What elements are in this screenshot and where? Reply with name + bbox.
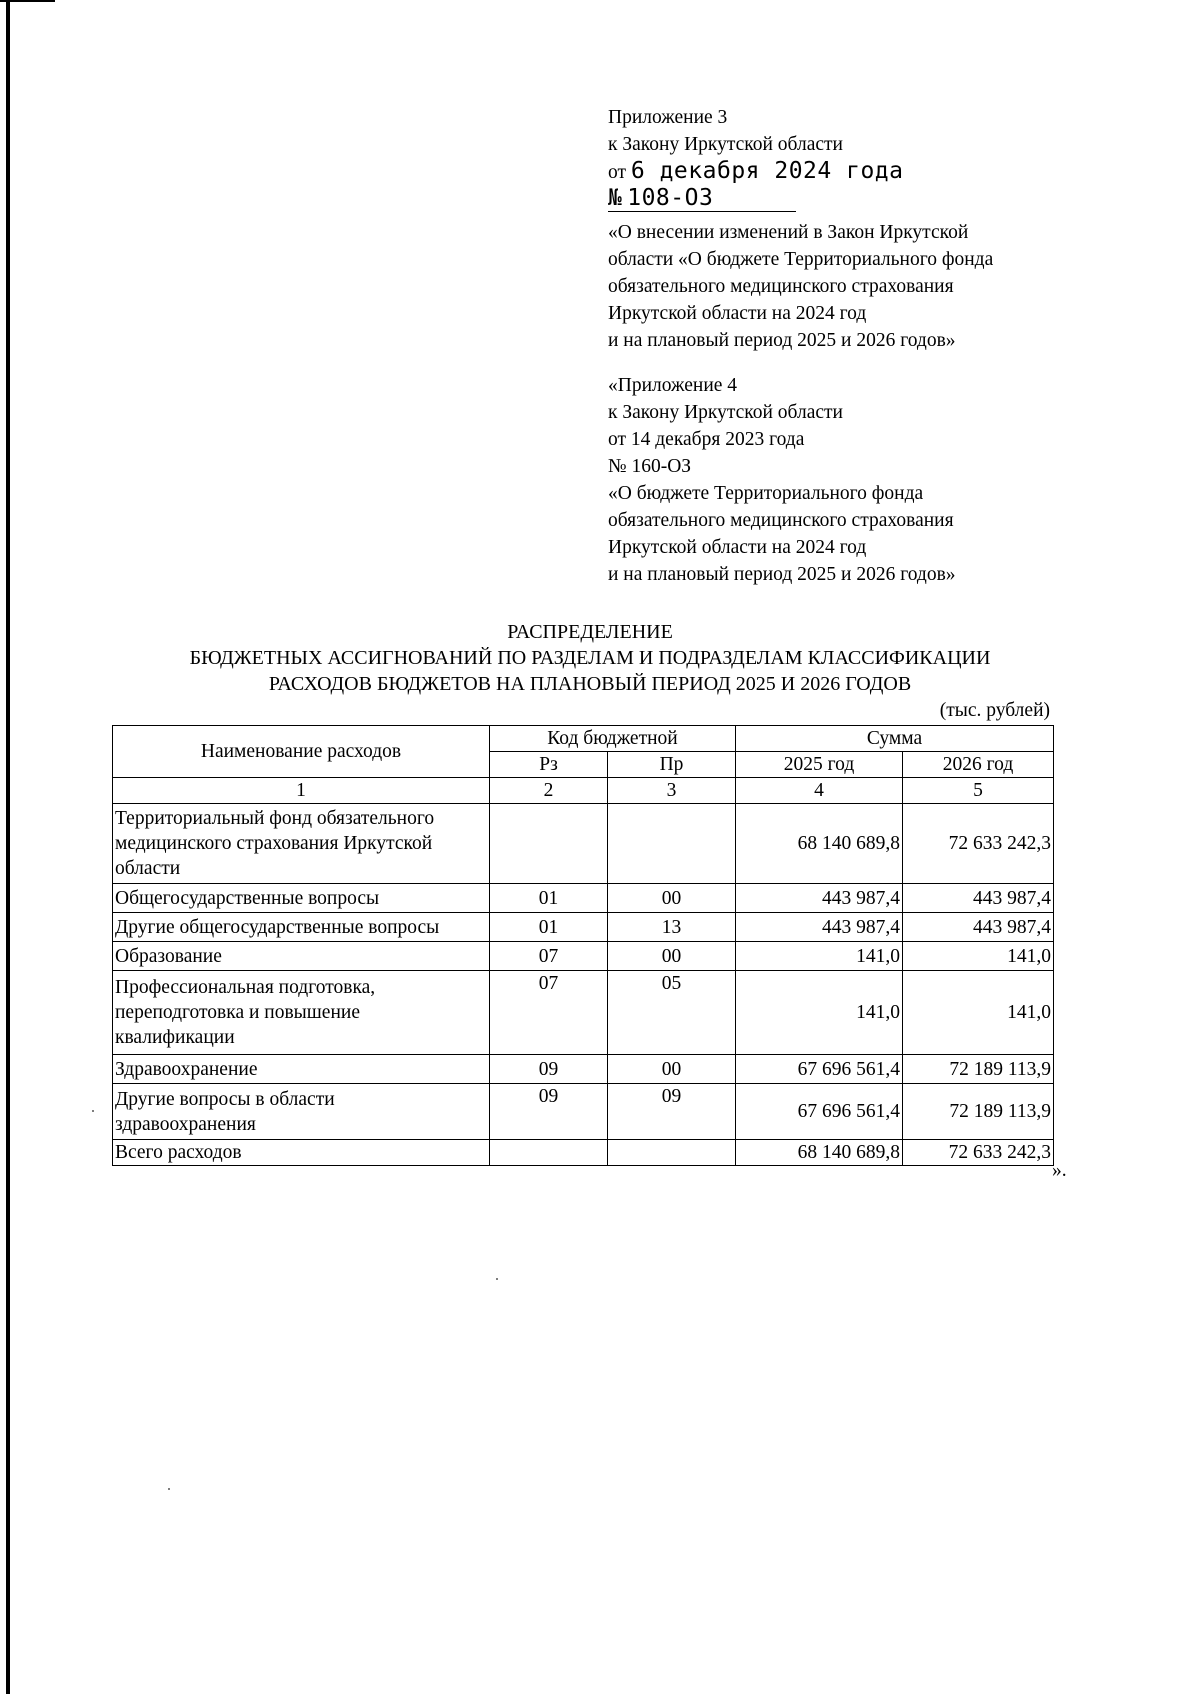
title-line2: БЮДЖЕТНЫХ АССИГНОВАНИЙ ПО РАЗДЕЛАМ И ПОДРАЗДЕЛАМ КЛАССИФИКАЦИИ (189, 647, 991, 669)
title-line3: РАСХОДОВ БЮДЖЕТОВ НА ПЛАНОВЫЙ ПЕРИОД 2025 И 2026 ГОДОВ (268, 673, 912, 695)
scan-speck (496, 1278, 498, 1280)
row-2025: 68 140 689,8 (736, 804, 903, 884)
appendix-desc-line: области «О бюджете Территориального фонда (608, 249, 994, 270)
row-pr: 00 (608, 1055, 736, 1084)
appendix-desc-line: Иркутской области на 2024 год (608, 303, 867, 324)
row-name: Всего расходов (113, 1140, 490, 1166)
row-name-line: Профессиональная подготовка, (115, 977, 376, 998)
numbering-row (113, 778, 1054, 804)
row-2025: 67 696 561,4 (736, 1084, 903, 1140)
prev-appendix-line: и на плановый период 2025 и 2026 годов» (608, 564, 956, 585)
prev-appendix-line: от 14 декабря 2023 года (608, 429, 805, 450)
row-2025: 141,0 (736, 942, 903, 971)
row-pr (608, 804, 736, 884)
table-row (113, 804, 1054, 884)
row-name-line: здравоохранения (115, 1113, 256, 1135)
row-2025: 443 987,4 (736, 884, 903, 913)
header-pr: Пр (608, 752, 736, 778)
prev-appendix-line: обязательного медицинского страхования (608, 510, 954, 531)
row-rz: 01 (490, 884, 608, 913)
row-rz (490, 1140, 608, 1166)
scan-speck (92, 1110, 94, 1112)
row-rz: 09 (490, 1084, 608, 1140)
row-name-line: переподготовка и повышение (115, 1002, 360, 1023)
row-name-line: Другие вопросы в области (115, 1088, 335, 1110)
document-title (110, 619, 1070, 697)
row-pr: 09 (608, 1084, 736, 1140)
row-rz: 01 (490, 913, 608, 942)
row-name-line: Территориальный фонд обязательного (115, 808, 435, 829)
row-2026: 72 189 113,9 (903, 1055, 1054, 1084)
row-name: Общегосударственные вопросы (113, 884, 490, 913)
date-prefix: от (608, 162, 627, 183)
date-value: 6 декабря 2024 года (630, 158, 904, 184)
row-name: Здравоохранение (113, 1055, 490, 1084)
prev-appendix-line: № 160-ОЗ (608, 456, 692, 477)
header-rz: Рз (490, 752, 608, 778)
row-2025: 141,0 (736, 971, 903, 1055)
prev-appendix-line: «О бюджете Территориального фонда (608, 483, 924, 504)
col-number: 1 (113, 778, 490, 804)
scan-border-left (6, 0, 10, 1694)
header-sum: Сумма (736, 726, 1054, 752)
row-rz: 09 (490, 1055, 608, 1084)
header-code: Код бюджетной (490, 726, 736, 752)
row-2026: 72 633 242,3 (903, 804, 1054, 884)
header-2026: 2026 год (903, 752, 1054, 778)
header-2025: 2025 год (736, 752, 903, 778)
row-2025: 68 140 689,8 (736, 1140, 903, 1166)
col-number: 4 (736, 778, 903, 804)
row-name (113, 804, 490, 884)
row-2026: 141,0 (903, 971, 1054, 1055)
row-name (113, 971, 490, 1055)
row-rz: 07 (490, 971, 608, 1055)
row-name-line: медицинского страхования Иркутской (115, 833, 433, 854)
table-total-row (113, 1140, 1054, 1166)
row-name-line: области (115, 858, 181, 879)
prev-appendix-line: Иркутской области на 2024 год (608, 537, 867, 558)
appendix-line1: Приложение 3 (608, 107, 728, 128)
table-row (113, 1055, 1054, 1084)
prev-appendix-line: «Приложение 4 (608, 375, 738, 396)
prev-appendix-line: к Закону Иркутской области (608, 402, 843, 423)
row-name (113, 1084, 490, 1140)
row-2026: 443 987,4 (903, 913, 1054, 942)
row-name: Образование (113, 942, 490, 971)
table-row (113, 884, 1054, 913)
appendix-desc-line: обязательного медицинского страхования (608, 276, 954, 297)
table-header-row (113, 726, 1054, 752)
appendix-line2: к Закону Иркутской области (608, 134, 843, 155)
row-pr: 13 (608, 913, 736, 942)
col-number: 5 (903, 778, 1054, 804)
row-2026: 72 189 113,9 (903, 1084, 1054, 1140)
scan-speck (168, 1488, 170, 1490)
units-label: (тыс. рублей) (939, 700, 1050, 721)
number-prefix: № (608, 185, 623, 211)
row-2025: 443 987,4 (736, 913, 903, 942)
header-name: Наименование расходов (113, 726, 490, 778)
appendix-desc-line: «О внесении изменений в Закон Иркутской (608, 222, 969, 243)
col-number: 2 (490, 778, 608, 804)
row-name-line: квалификации (115, 1027, 235, 1048)
table-row (113, 942, 1054, 971)
row-pr: 00 (608, 942, 736, 971)
row-2026: 72 633 242,3 (903, 1140, 1054, 1166)
closing-quote-mark: ». (1052, 1160, 1067, 1181)
number-value: 108-ОЗ (627, 185, 714, 211)
appendix-header (608, 104, 1078, 588)
row-rz: 07 (490, 942, 608, 971)
appendix-desc-line: и на плановый период 2025 и 2026 годов» (608, 330, 956, 351)
row-2026: 443 987,4 (903, 884, 1054, 913)
budget-table (112, 725, 1054, 1166)
appendix-date (608, 158, 1078, 186)
row-name: Другие общегосударственные вопросы (113, 913, 490, 942)
row-pr: 00 (608, 884, 736, 913)
table-row (113, 913, 1054, 942)
row-2026: 141,0 (903, 942, 1054, 971)
title-line1: РАСПРЕДЕЛЕНИЕ (507, 621, 673, 643)
row-pr: 05 (608, 971, 736, 1055)
scan-border-top (0, 0, 55, 2)
table-row (113, 1084, 1054, 1140)
row-pr (608, 1140, 736, 1166)
col-number: 3 (608, 778, 736, 804)
table-row (113, 971, 1054, 1055)
appendix-number (608, 186, 1078, 213)
row-2025: 67 696 561,4 (736, 1055, 903, 1084)
row-rz (490, 804, 608, 884)
